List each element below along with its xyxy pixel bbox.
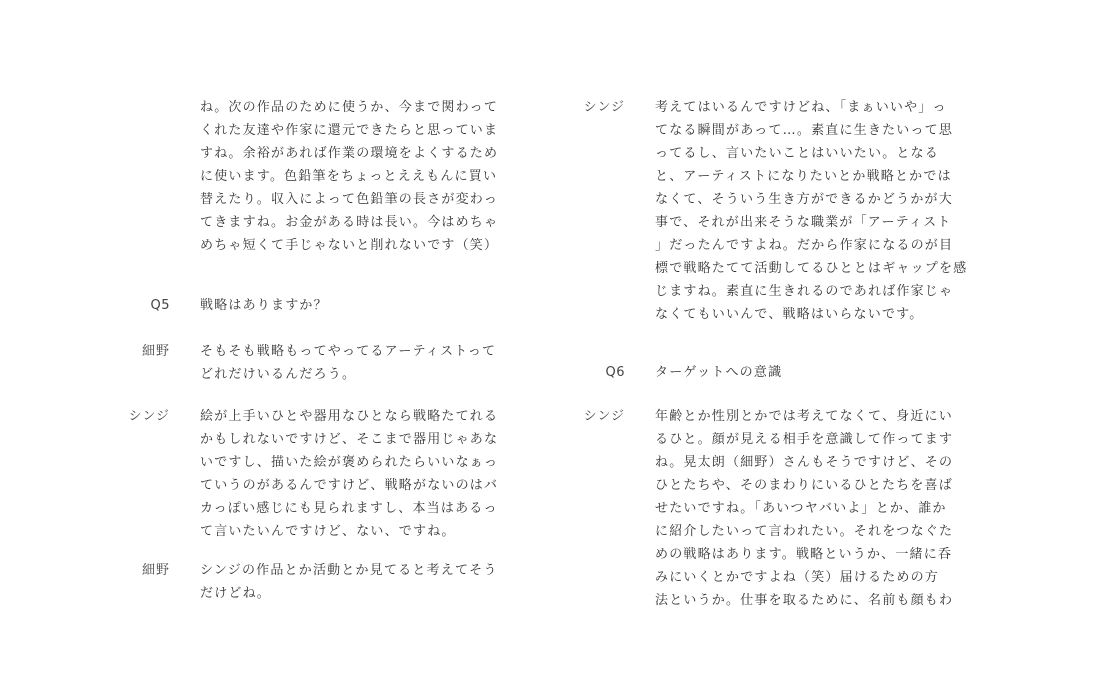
text-line: 」だったんですよね。だから作家になるのが目 [655, 238, 954, 253]
text-line: ね。次の作品のために使うか、今まで関わって [200, 100, 499, 115]
speaker-label: 細野 [141, 344, 170, 359]
text-line: 年齢とか性別とかでは考えてなくて、身近にい [655, 409, 953, 424]
text-line: みにいくとかですよね（笑）届けるための方 [655, 570, 940, 585]
text-line: そもそも戦略もってやってるアーティストって [200, 344, 497, 359]
text-line: ていうのがあるんですけど、戦略がないのはバ [200, 478, 499, 493]
text-line: めちゃ短くて手じゃないと削れないです（笑） [200, 238, 499, 253]
dialogue-text [655, 96, 968, 326]
text-line: 絵が上手いひとや器用なひとなら戦略たてれる [200, 409, 499, 424]
text-line: じますね。素直に生きれるのであれば作家じゃ [655, 284, 954, 299]
text-line: せたいですね。「あいつヤバいよ」とか、誰か [655, 501, 947, 516]
text-line: だけどね。 [200, 586, 272, 601]
text-line: シンジの作品とか活動とか見てると考えてそう [200, 563, 498, 578]
question-text [655, 361, 955, 384]
text-line: 標で戦略たてて活動してるひととはギャップを感 [655, 261, 968, 276]
text-line: ターゲットへの意識 [655, 365, 783, 380]
left-column [0, 0, 500, 700]
text-line: 替えたり。収入によって色鉛筆の長さが変わっ [200, 192, 499, 207]
text-line: に紹介したいって言われたい。それをつなぐた [655, 524, 954, 539]
text-line: て言いたいんですけど、ない、ですね。 [200, 524, 456, 539]
text-line: てきますね。お金がある時は長い。今はめちゃ [200, 215, 499, 230]
question-number: Q6 [605, 365, 625, 380]
text-line: なくてもいいんで、戦略はいらないです。 [655, 307, 924, 322]
text-line: ひとたちや、そのまわりにいるひとたちを喜ば [655, 478, 953, 493]
text-line: どれだけいるんだろう。 [200, 367, 357, 382]
text-line: 戦略はありますか？ [200, 298, 328, 313]
speaker-label: 細野 [141, 563, 170, 578]
right-column [455, 0, 968, 700]
speaker-label: シンジ [128, 409, 170, 424]
text-line: くれた友達や作家に還元できたらと思っていま [200, 123, 499, 138]
text-line: ってるし、言いたいことはいいたい。となる [655, 146, 940, 161]
text-line: 考えてはいるんですけどね、「まぁいいや」っ [655, 100, 947, 115]
dialogue-text [655, 405, 955, 612]
text-line: 事で、それが出来そうな職業が「アーティスト [655, 215, 952, 230]
text-line: カっぽい感じにも見られますし、本当はあるっ [200, 501, 498, 516]
text-line: すね。余裕があれば作業の環境をよくするため [200, 146, 499, 161]
text-line: いですし、描いた絵が褒められたらいいなぁっ [200, 455, 499, 470]
text-line: るひと。顔が見える相手を意識して作ってます [655, 432, 954, 447]
question-number: Q5 [150, 298, 170, 313]
speaker-label: シンジ [583, 409, 625, 424]
text-line: と、アーティストになりたいとか戦略とかでは [655, 169, 952, 184]
speaker-label: シンジ [583, 100, 625, 115]
text-line: てなる瞬間があって…。素直に生きたいって思 [655, 123, 954, 138]
text-line: なくて、そういう生き方ができるかどうかが大 [655, 192, 953, 207]
text-line: 法というか。仕事を取るために、名前も顔もわ [655, 593, 954, 608]
text-line: めの戦略はあります。戦略というか、一緒に呑 [655, 547, 953, 562]
text-line: かもしれないですけど、そこまで器用じゃあな [200, 432, 499, 447]
text-line: ね。晃太朗（細野）さんもそうですけど、その [655, 455, 954, 470]
text-line: に使います。色鉛筆をちょっとええもんに買い [200, 169, 498, 184]
